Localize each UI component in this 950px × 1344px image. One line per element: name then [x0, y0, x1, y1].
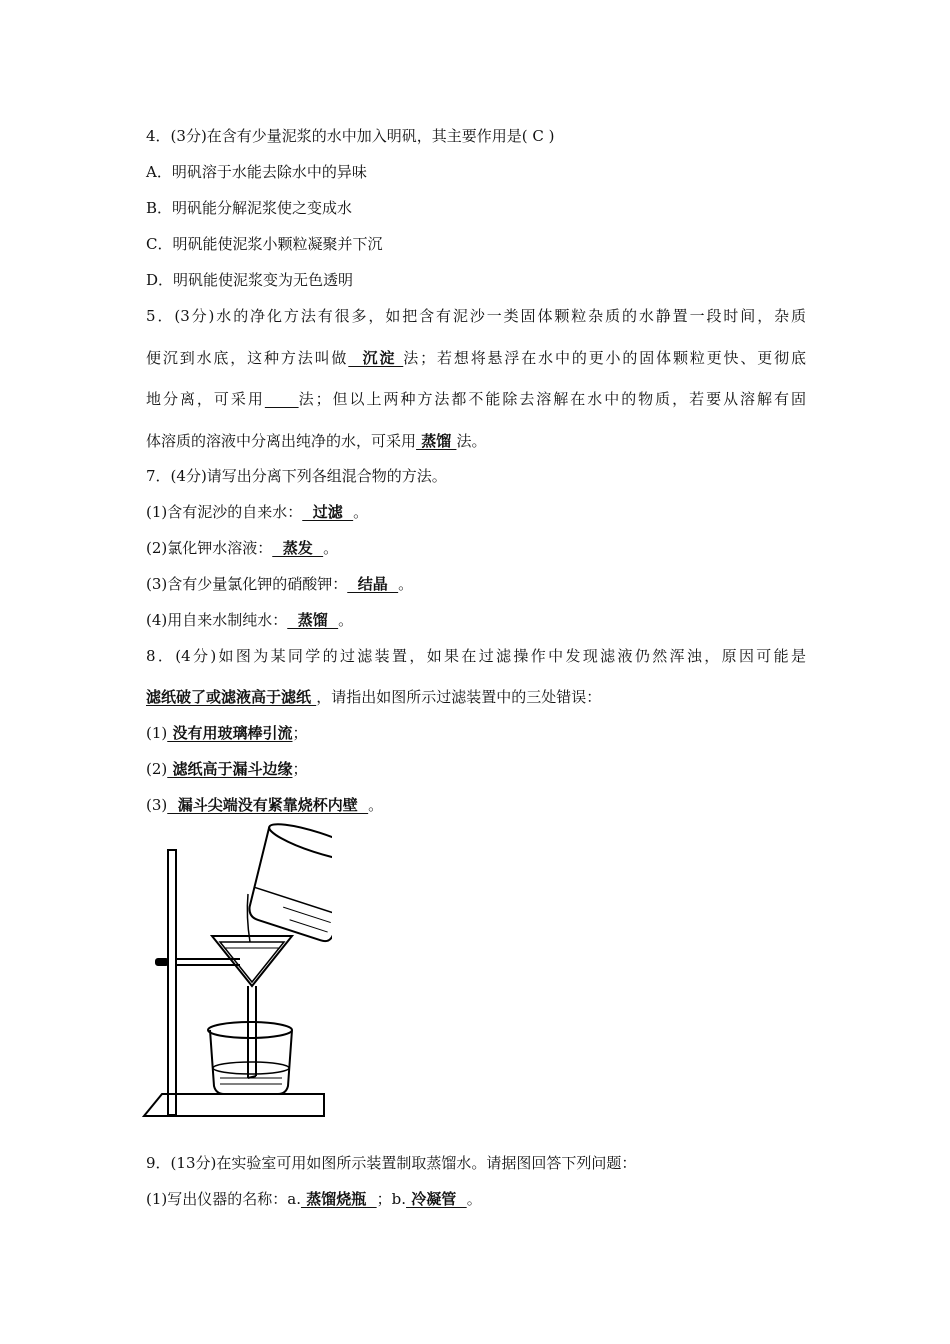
stand-rod — [168, 850, 176, 1115]
q5-text: 地分离，可采用 — [146, 390, 265, 408]
q9-text: 。 — [466, 1190, 482, 1208]
q7-stem: 7．(4分)请写出分离下列各组混合物的方法。 — [146, 467, 447, 485]
q5-line-1: 5．(3分)水的净化方法有很多，如把含有泥沙一类固体颗粒杂质的水静置一段时间，杂质 — [146, 307, 806, 325]
funnel-cone — [212, 936, 292, 986]
q5-line-2 — [146, 348, 806, 370]
pouring-beaker-graduation — [290, 920, 328, 932]
q5-text: 便沉到水底，这种方法叫做 — [146, 349, 349, 367]
q5-text: 法。 — [456, 432, 487, 450]
q5-line-4 — [146, 431, 486, 453]
q9-answer-b: 冷凝管 — [406, 1190, 467, 1208]
receiving-beaker-rim — [208, 1022, 292, 1038]
q8-item-1 — [146, 723, 308, 745]
q4-option-b: B．明矾能分解泥浆使之变成水 — [146, 199, 353, 217]
q7-item-3 — [146, 574, 413, 596]
q7-item-end: 。 — [338, 611, 354, 629]
q8-item-answer: 漏斗尖端没有紧靠烧杯内壁 — [167, 796, 369, 814]
q9-answer-a: 蒸馏烧瓶 — [300, 1190, 377, 1208]
q7-item-text: (2)氯化钾水溶液： — [146, 539, 273, 557]
q7-item-end: 。 — [353, 503, 369, 521]
q8-item-2 — [146, 759, 308, 781]
q8-item-text: (3) — [146, 796, 168, 814]
q8-line-1: 8．(4分)如图为某同学的过滤装置，如果在过滤操作中发现滤液仍然浑浊，原因可能是 — [146, 647, 806, 665]
q4-option-c: C．明矾能使泥浆小颗粒凝聚并下沉 — [146, 235, 383, 253]
clamp-knob — [156, 959, 168, 965]
q5-blank — [265, 390, 299, 408]
pouring-beaker-body — [241, 827, 332, 945]
q7-item-4 — [146, 610, 353, 632]
q7-item-answer: 过滤 — [302, 503, 354, 521]
q5-answer-sedimentation: 沉淀 — [348, 349, 404, 367]
q8-text: ，请指出如图所示过滤装置中的三处错误： — [316, 688, 602, 706]
q8-item-end: ； — [292, 760, 308, 778]
pouring-beaker-liquid — [255, 887, 332, 915]
q7-item-end: 。 — [398, 575, 414, 593]
q9-text: (1)写出仪器的名称：a. — [146, 1190, 301, 1208]
q7-item-answer: 蒸馏 — [287, 611, 339, 629]
q7-item-2 — [146, 538, 338, 560]
q5-text: 体溶质的溶液中分离出纯净的水，可采用 — [146, 432, 417, 450]
q7-item-text: (4)用自来水制纯水： — [146, 611, 288, 629]
q9-line-2 — [146, 1189, 482, 1211]
q5-answer-distillation: 蒸馏 — [416, 432, 457, 450]
q4-option-d: D．明矾能使泥浆变为无色透明 — [146, 271, 354, 289]
q8-line-2 — [146, 687, 601, 709]
q9-stem: 9．(13分)在实验室可用如图所示装置制取蒸馏水。请据图回答下列问题： — [146, 1154, 637, 1172]
q8-item-answer: 没有用玻璃棒引流 — [167, 724, 293, 742]
q7-item-end: 。 — [323, 539, 339, 557]
q8-item-text: (1) — [146, 724, 168, 742]
q5-text: 法；但以上两种方法都不能除去溶解在水中的物质，若要从溶解有固 — [298, 390, 806, 408]
q8-item-answer: 滤纸高于漏斗边缘 — [167, 760, 293, 778]
q7-item-1 — [146, 502, 368, 524]
q8-answer-reason: 滤纸破了或滤液高于滤纸 — [146, 688, 317, 706]
q9-text: ；b. — [376, 1190, 407, 1208]
q7-item-answer: 结晶 — [347, 575, 399, 593]
q8-item-3 — [146, 795, 383, 817]
pouring-beaker — [241, 822, 332, 945]
q7-item-text: (3)含有少量氯化钾的硝酸钾： — [146, 575, 348, 593]
receiving-beaker — [208, 1022, 292, 1094]
liquid-stream — [247, 894, 250, 942]
q8-item-end: 。 — [368, 796, 384, 814]
filtration-apparatus-figure — [140, 822, 332, 1144]
stand-base — [144, 1094, 324, 1116]
q7-item-text: (1)含有泥沙的自来水： — [146, 503, 303, 521]
q4-stem: 4．(3分)在含有少量泥浆的水中加入明矾，其主要作用是( C ) — [146, 127, 555, 145]
receiving-beaker-liquid — [213, 1062, 289, 1074]
pouring-beaker-rim — [266, 822, 332, 867]
q8-item-text: (2) — [146, 760, 168, 778]
q5-text: 法；若想将悬浮在水中的更小的固体颗粒更快、更彻底 — [403, 349, 806, 367]
q8-item-end: ； — [292, 724, 308, 742]
q5-line-3 — [146, 389, 806, 411]
q7-item-answer: 蒸发 — [272, 539, 324, 557]
q4-option-a: A．明矾溶于水能去除水中的异味 — [146, 163, 367, 181]
